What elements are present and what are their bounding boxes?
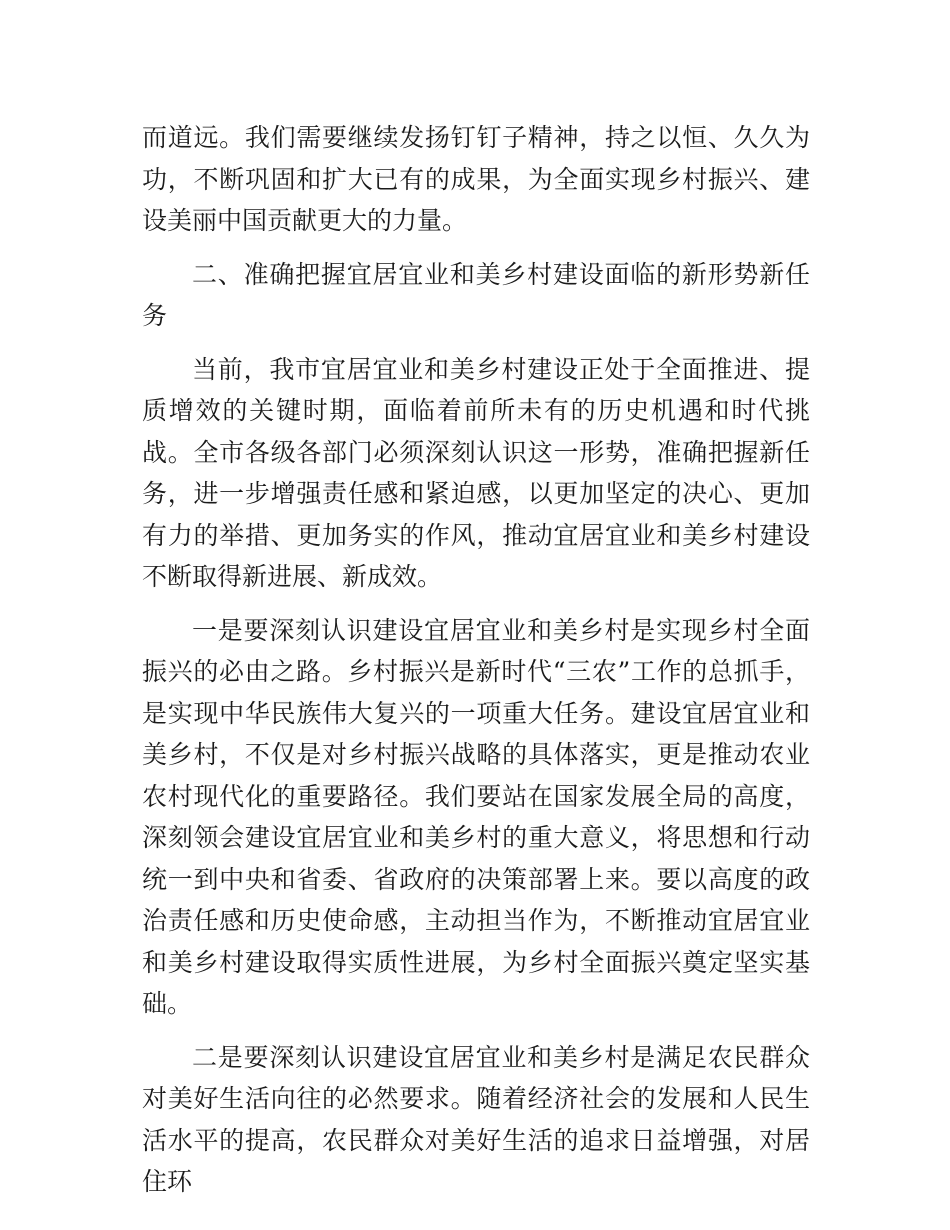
section-heading: 二、准确把握宜居宜业和美乡村建设面临的新形势新任务 <box>142 259 810 330</box>
paragraph: 二是要深刻认识建设宜居宜业和美乡村是满足农民群众对美好生活向往的必然要求。随着经济社会的发展和人民生活水平的提高，农民群众对美好生活的追求日益增强，对居住环 <box>142 1042 810 1196</box>
paragraph-continuation: 而道远。我们需要继续发扬钉钉子精神，持之以恒、久久为功，不断巩固和扩大已有的成果，为全面实现乡村振兴、建设美丽中国贡献更大的力量。 <box>142 123 810 235</box>
document-body <box>142 117 810 1215</box>
paragraph: 一是要深刻认识建设宜居宜业和美乡村是实现乡村全面振兴的必由之路。乡村振兴是新时代“三农”工作的总抓手，是实现中华民族伟大复兴的一项重大任务。建设宜居宜业和美乡村，不仅是对乡村振兴战略的具体落实，更是推动农业农村现代化的重要路径。我们要站在国家发展全局的高度，深刻领会建设宜居宜业和美乡村的重大意义，将思想和行动统一到中央和省委、省政府的决策部署上来。要以高度的政治责任感和历史使命感，主动担当作为，不断推动宜居宜业和美乡村建设取得实质性进展，为乡村全面振兴奠定坚实基础。 <box>142 615 810 1018</box>
paragraph: 当前，我市宜居宜业和美乡村建设正处于全面推进、提质增效的关键时期，面临着前所未有的历史机遇和时代挑战。全市各级各部门必须深刻认识这一形势，准确把握新任务，进一步增强责任感和紧迫感，以更加坚定的决心、更加有力的举措、更加务实的作风，推动宜居宜业和美乡村建设不断取得新进展、新成效。 <box>142 354 810 591</box>
